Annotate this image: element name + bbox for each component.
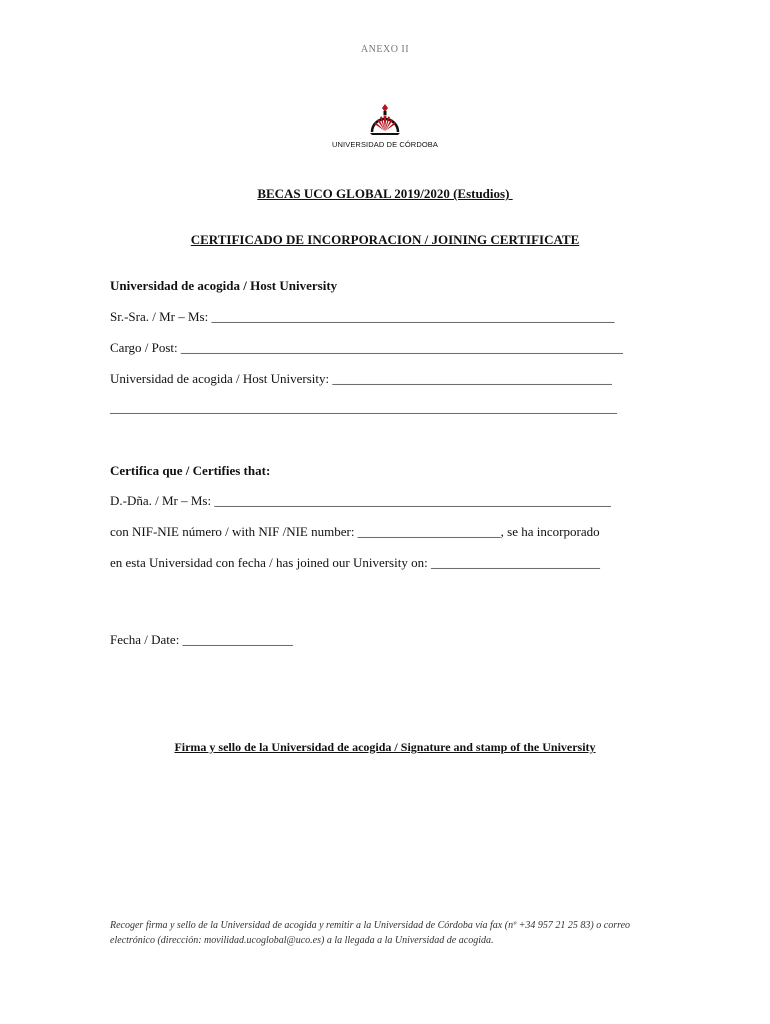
certificate-title: CERTIFICADO DE INCORPORACION / JOINING CERTIFICATE — [190, 232, 580, 247]
footer-note: Recoger firma y sello de la Universidad de acogida y remitir a la Universidad de Córdoba vía fax (nº +34 957 21 25 83) o correo electrónico (dirección: movilidad.ucoglobal@uco.es) a la llegada a la Universidad de acogida. — [110, 920, 631, 946]
certifies-heading: Certifica que / Certifies that: — [110, 463, 271, 478]
host-university-extra-line: ______________________________________________________________________________ — [110, 400, 617, 415]
don-dna-field: D.-Dña. / Mr – Ms: _____________________________________________________________ — [110, 493, 611, 508]
program-title: BECAS UCO GLOBAL 2019/2020 (Estudios) — [257, 186, 513, 201]
sr-sra-field: Sr.-Sra. / Mr – Ms: ______________________________________________________________ — [110, 309, 615, 324]
nif-field: con NIF-NIE número / with NIF /NIE number: ______________________, se ha incorporado — [110, 524, 600, 539]
annex-label: ANEXO II — [360, 44, 410, 55]
logo-wordmark: UNIVERSIDAD DE CÓRDOBA — [332, 140, 438, 149]
date-field: Fecha / Date: _________________ — [110, 632, 294, 647]
cargo-field: Cargo / Post: ____________________________________________________________________ — [110, 340, 623, 355]
university-logo — [330, 102, 440, 149]
signature-stamp-label: Firma y sello de la Universidad de acogida / Signature and stamp of the University — [174, 740, 596, 754]
joined-date-field: en esta Universidad con fecha / has joined our University on: __________________________ — [110, 555, 600, 570]
host-university-field: Universidad de acogida / Host University: ___________________________________________ — [110, 371, 612, 386]
host-university-heading: Universidad de acogida / Host University — [110, 278, 338, 293]
university-crest-icon — [368, 102, 402, 138]
